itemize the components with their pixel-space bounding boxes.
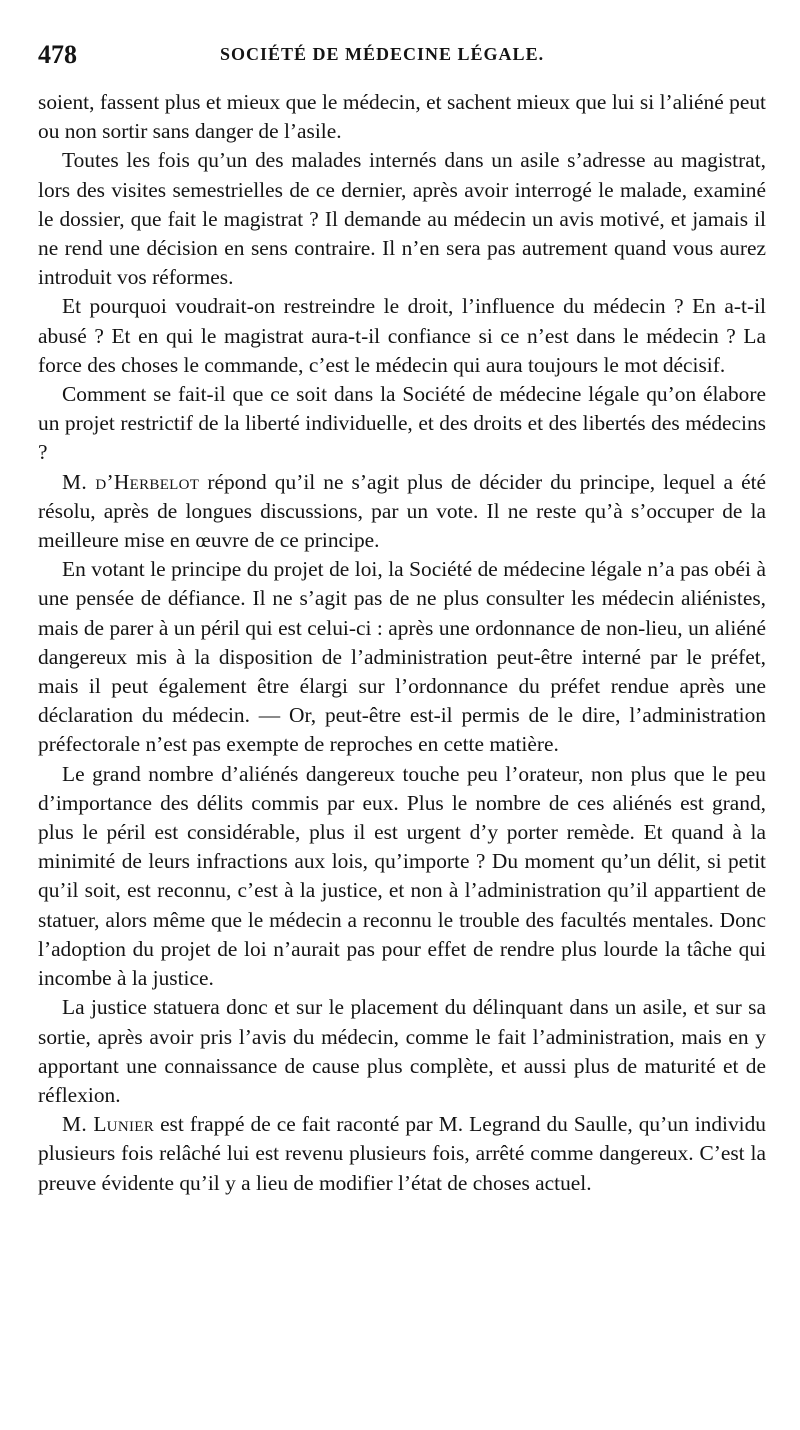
paragraph-continuation xyxy=(38,88,766,146)
running-title: SOCIÉTÉ DE MÉDECINE LÉGALE. xyxy=(220,44,545,64)
paragraph-text: Toutes les fois qu’un des malades internés dans un asile s’adresse au magistrat, lors des visites semestrielles de ce dernier, après avoir interrogé le malade, examiné le dossier, que fait le magistrat ? Il demande au médecin un avis motivé, et jamais il ne rend une décision en sens contraire. Il n’en sera pas autrement quand vous aurez introduit vos réformes. xyxy=(38,148,766,290)
paragraph-text: Le grand nombre d’aliénés dangereux touche peu l’orateur, non plus que le peu d’importance des délits commis par eux. Plus le nombre de ces aliénés est grand, plus le péril est considérable, plus il est urgent d’y porter remède. Et quand à la minimité de leurs infractions aux lois, qu’importe ? Du moment qu’un délit, si petit qu’il soit, est reconnu, c’est à la justice, et non à l’administration qu’il appartient de statuer, alors même que le médecin a reconnu le trouble des facultés mentales. Donc l’adoption du projet de loi n’aurait pas pour effet de rendre plus lourde la tâche qui incombe à la justice. xyxy=(38,761,766,991)
page-number: 478 xyxy=(38,40,77,69)
paragraph-speaker-lunier xyxy=(38,1110,766,1198)
paragraph-text: En votant le principe du projet de loi, la Société de médecine légale n’a pas obéi à une pensée de défiance. Il ne s’agit pas de ne plus consulter les médecin aliénistes, mais de parer à un péril qui est celui-ci : après une ordonnance de non-lieu, un aliéné dangereux mis à la disposition de l’administration peut-être interné par le préfet, mais il peut également être élargi sur l’ordonnance du préfet rendue après une déclaration du médecin. — Or, peut-être est-il permis de le dire, l’administration préfectorale n’est pas exempte de reproches en cette matière. xyxy=(38,557,766,757)
paragraph xyxy=(38,993,766,1110)
paragraph xyxy=(38,555,766,759)
paragraph xyxy=(38,146,766,292)
paragraph xyxy=(38,760,766,994)
paragraph-text: est frappé de ce fait raconté par M. Legrand du Saulle, qu’un individu plusieurs fois relâché lui est revenu plusieurs fois, arrêté comme dangereux. C’est la preuve évidente qu’il y a lieu de modifier l’état de choses actuel. xyxy=(38,1112,766,1195)
speaker-name: M. Lunier xyxy=(62,1112,155,1137)
book-page xyxy=(38,36,766,1406)
paragraph-text: Et pourquoi voudrait-on restreindre le droit, l’influence du médecin ? En a-t-il abusé ? Et en qui le magistrat aura-t-il confiance si ce n’est dans le médecin ? La force des choses le commande, c’est le médecin qui aura toujours le mot décisif. xyxy=(38,294,766,377)
paragraph xyxy=(38,380,766,468)
running-head xyxy=(38,36,766,80)
paragraph-speaker-herbelot xyxy=(38,468,766,556)
body-text xyxy=(38,88,766,1198)
speaker-name: M. d’Herbelot xyxy=(62,469,200,494)
paragraph-text: répond qu’il ne s’agit plus de décider du principe, lequel a été résolu, après de longues discussions, par un vote. Il ne reste qu’à s’occuper de la meilleure mise en œuvre de ce principe. xyxy=(38,469,767,553)
paragraph-text: La justice statuera donc et sur le placement du délinquant dans un asile, et sur sa sortie, après avoir pris l’avis du médecin, comme le fait l’administration, mais en y apportant une connaissance de cause plus complète, et aussi plus de maturité et de réflexion. xyxy=(38,995,766,1107)
paragraph xyxy=(38,292,766,380)
paragraph-text: Comment se fait-il que ce soit dans la Société de médecine légale qu’on élabore un projet restrictif de la liberté individuelle, et des droits et des libertés des médecins ? xyxy=(38,382,766,465)
paragraph-text: soient, fassent plus et mieux que le médecin, et sachent mieux que lui si l’aliéné peut ou non sortir sans danger de l’asile. xyxy=(38,90,766,144)
